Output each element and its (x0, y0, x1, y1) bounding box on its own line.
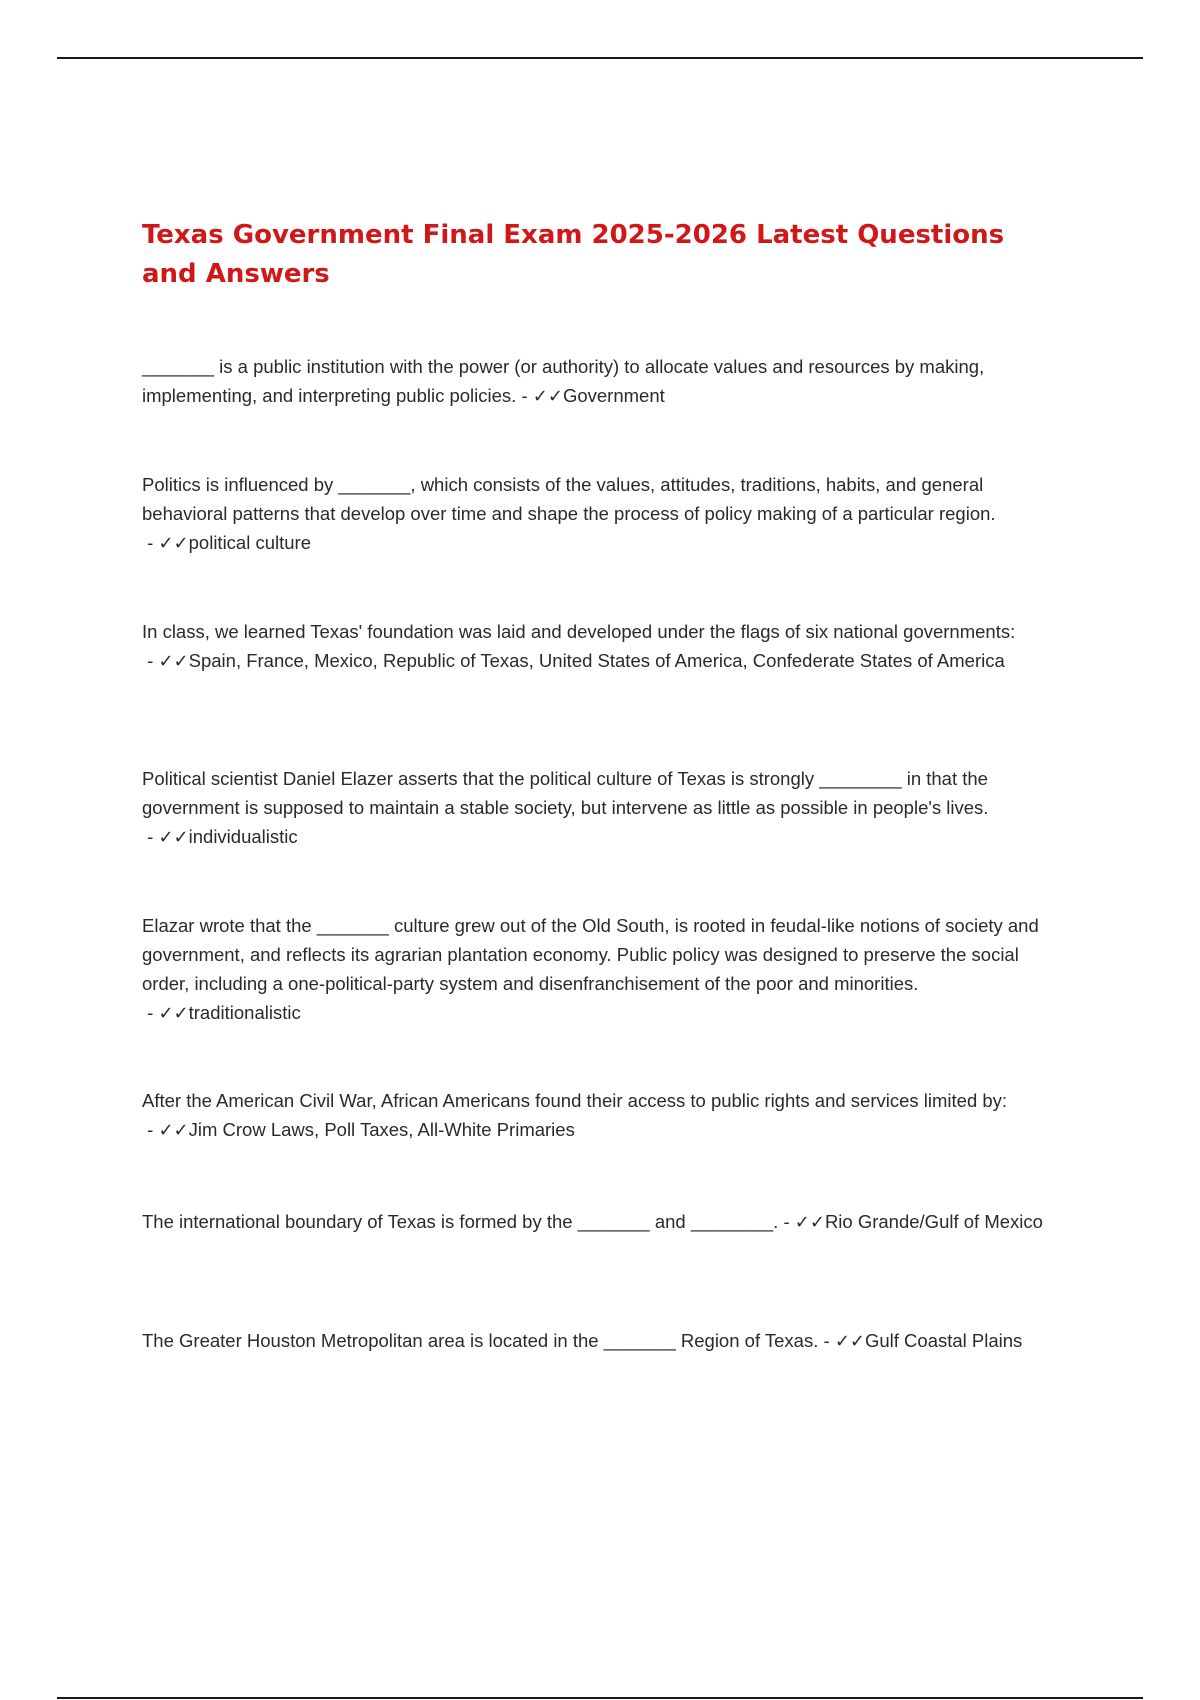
footer-rule (57, 1697, 1143, 1699)
answer-text: traditionalistic (188, 1002, 301, 1023)
qa-item-1 (142, 352, 1062, 411)
answer-separator: - (142, 650, 159, 671)
header-rule (57, 57, 1143, 59)
question-text: After the American Civil War, African Americans found their access to public rights and services limited by: (142, 1090, 1008, 1111)
answer-separator: - (818, 1330, 835, 1351)
question-text: Political scientist Daniel Elazer asserts that the political culture of Texas is strongly ________ in that the government is supposed to maintain a stable society, but intervene as little as possible in people's lives. (142, 768, 989, 818)
answer-text: Government (562, 385, 665, 406)
answer-separator: - (142, 1002, 159, 1023)
check-icon: ✓✓ (834, 1331, 865, 1352)
answer-separator: - (516, 385, 533, 406)
qa-item-3 (142, 617, 1062, 676)
answer-text: Spain, France, Mexico, Republic of Texas, United States of America, Confederate States of America (188, 650, 1005, 671)
question-text: Elazar wrote that the _______ culture grew out of the Old South, is rooted in feudal-like notions of society and government, and reflects its agrarian plantation economy. Public policy was designed to preserve the social order, including a one-political-party system and disenfranchisement of the poor and minorities. (142, 915, 1039, 994)
check-icon: ✓✓ (532, 386, 563, 407)
check-icon: ✓✓ (158, 827, 189, 848)
qa-item-6 (142, 1086, 1062, 1145)
check-icon: ✓✓ (158, 533, 189, 554)
qa-item-4 (142, 764, 1062, 852)
question-text: In class, we learned Texas' foundation was laid and developed under the flags of six national governments: (142, 621, 1016, 642)
check-icon: ✓✓ (158, 651, 189, 672)
question-text: _______ is a public institution with the power (or authority) to allocate values and resources by making, implementing, and interpreting public policies. (142, 356, 985, 406)
qa-item-2 (142, 470, 1062, 558)
document-title: Texas Government Final Exam 2025-2026 Latest Questions and Answers (142, 220, 1005, 289)
qa-item-5 (142, 911, 1062, 1028)
question-text: Politics is influenced by _______, which consists of the values, attitudes, traditions, habits, and general behavioral patterns that develop over time and shape the process of policy making of a particular region. (142, 474, 996, 524)
answer-separator: - (142, 826, 159, 847)
answer-text: Gulf Coastal Plains (864, 1330, 1023, 1351)
answer-text: Jim Crow Laws, Poll Taxes, All-White Primaries (188, 1119, 575, 1140)
answer-text: political culture (188, 532, 311, 553)
answer-separator: - (778, 1211, 795, 1232)
check-icon: ✓✓ (794, 1212, 825, 1233)
answer-text: Rio Grande/Gulf of Mexico (824, 1211, 1043, 1232)
answer-text: individualistic (188, 826, 298, 847)
check-icon: ✓✓ (158, 1003, 189, 1024)
question-text: The Greater Houston Metropolitan area is located in the _______ Region of Texas. (142, 1330, 819, 1351)
question-text: The international boundary of Texas is formed by the _______ and ________. (142, 1211, 779, 1232)
qa-item-8 (142, 1326, 1062, 1356)
answer-separator: - (142, 1119, 159, 1140)
check-icon: ✓✓ (158, 1120, 189, 1141)
qa-item-7 (142, 1207, 1062, 1237)
answer-separator: - (142, 532, 159, 553)
